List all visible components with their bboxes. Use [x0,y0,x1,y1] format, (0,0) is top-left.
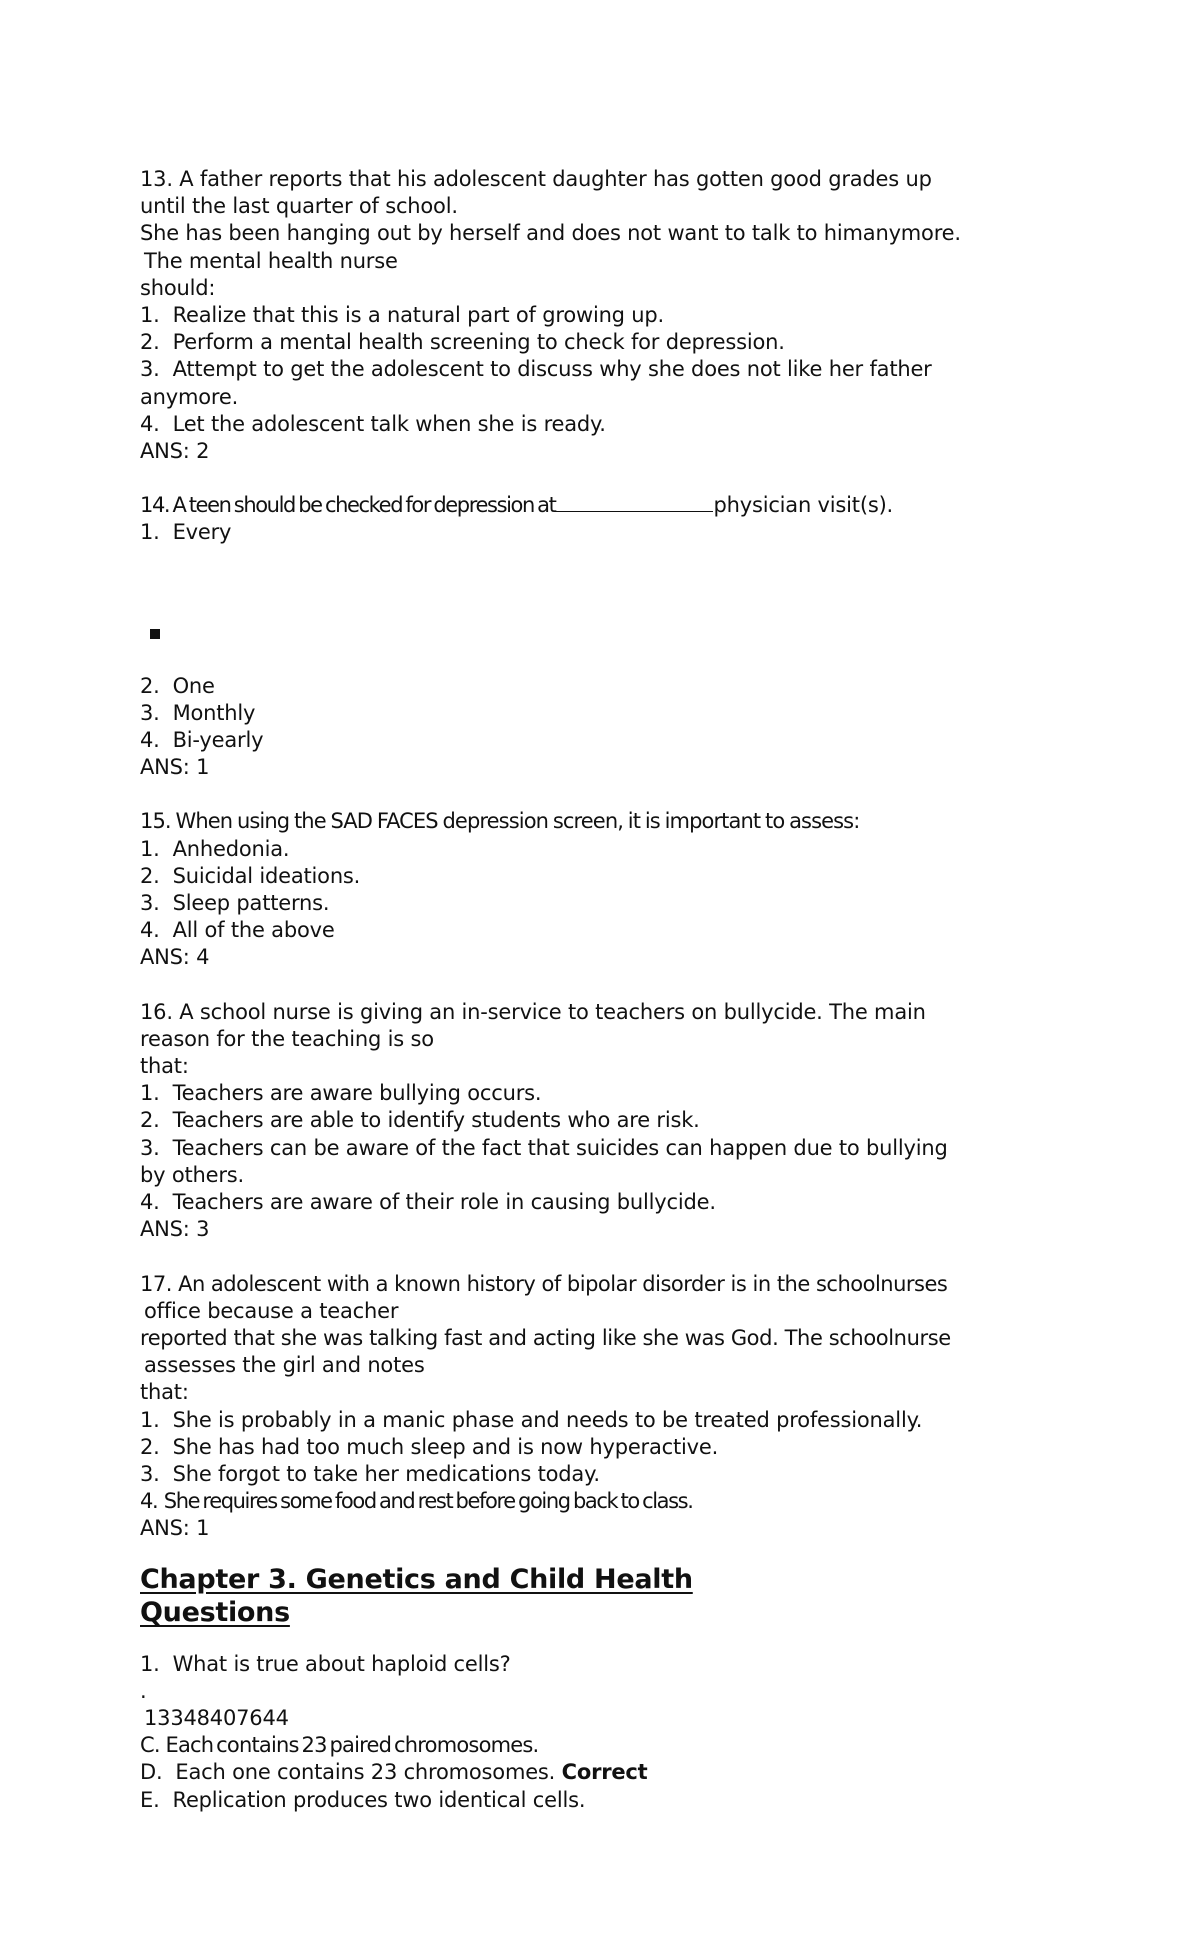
answer-option: 2. Teachers are able to identify students who are risk. [140,1108,700,1133]
question-stem: reported that she was talking fast and acting like she was God. The schoolnurse [140,1325,951,1350]
answer-key: ANS: 4 [140,945,210,970]
answer-key: ANS: 1 [140,755,210,780]
document-page [140,166,1070,1814]
option-text: D. Each one contains 23 chromosomes. [140,1760,556,1785]
fill-in-blank [555,493,713,512]
question-stem: She has been hanging out by herself and does not want to talk to himanymore. [140,221,961,246]
question-13 [140,166,1070,465]
bullet-square-icon [150,629,160,639]
question-stem: 16. A school nurse is giving an in-service to teachers on bullycide. The main [140,999,926,1024]
spacer [140,1629,1070,1651]
question-stem: should: [140,275,216,300]
answer-option: 3. Monthly [140,700,256,725]
stray-number: 13348407644 [144,1705,289,1730]
answer-option: 1. Teachers are aware bullying occurs. [140,1081,542,1106]
answer-option: 4. All of the above [140,918,335,943]
question-stem: 1. What is true about haploid cells? [140,1651,511,1676]
answer-option: 1. She is probably in a manic phase and needs to be treated professionally. [140,1407,923,1432]
spacer [140,781,1070,808]
answer-option: 4. Bi-yearly [140,728,264,753]
chapter-heading: Chapter 3. Genetics and Child Health [140,1563,693,1595]
answer-option [140,1759,1070,1786]
question-stem: assesses the girl and notes [144,1353,425,1378]
answer-option: 2. Suicidal ideations. [140,863,361,888]
answer-option: 3. Sleep patterns. [140,891,330,916]
answer-option: 2. Perform a mental health screening to check for depression. [140,330,785,355]
answer-option: 3. Teachers can be aware of the fact that suicides can happen due to bullying [140,1135,948,1160]
answer-option: anymore. [140,384,239,409]
spacer [140,1543,1070,1563]
question-17 [140,1271,1070,1543]
answer-key: ANS: 3 [140,1217,210,1242]
answer-option: 3. Attempt to get the adolescent to discuss why she does not like her father [140,357,932,382]
question-stem: that: [140,1054,189,1079]
question-stem [140,492,1070,519]
question-stem: reason for the teaching is so [140,1026,434,1051]
answer-option: E. Replication produces two identical cells. [140,1787,586,1812]
answer-option: 4. She requires some food and rest before going back to class. [140,1489,693,1514]
question-stem: 17. An adolescent with a known history of bipolar disorder is in the schoolnurses [140,1271,948,1296]
stem-before-blank: 14. A teen should be checked for depression at [140,493,556,518]
answer-key: ANS: 2 [140,439,210,464]
spacer [140,465,1070,492]
spacer [140,639,1070,673]
spacer [140,547,1070,629]
answer-option: C. Each contains 23 paired chromosomes. [140,1733,539,1758]
question-stem: The mental health nurse [144,248,398,273]
question-15 [140,808,1070,971]
question-16 [140,999,1070,1244]
answer-option: 1. Realize that this is a natural part of growing up. [140,303,665,328]
question-stem: office because a teacher [144,1298,399,1323]
question-14 [140,492,1070,781]
answer-key: ANS: 1 [140,1516,210,1541]
stray-dot: . [140,1678,147,1703]
answer-option: 3. She forgot to take her medications today. [140,1461,600,1486]
question-stem: until the last quarter of school. [140,194,458,219]
answer-option: by others. [140,1162,244,1187]
spacer [140,1244,1070,1271]
chapter-section [140,1563,1070,1814]
answer-option: 2. One [140,673,215,698]
answer-option: 4. Let the adolescent talk when she is ready. [140,411,606,436]
chapter-heading: Questions [140,1596,290,1628]
correct-label: Correct [561,1760,648,1785]
question-stem: that: [140,1380,189,1405]
stem-after-blank: physician visit(s). [713,493,894,518]
answer-option: 4. Teachers are aware of their role in causing bullycide. [140,1190,716,1215]
answer-option: 1. Every [140,520,232,545]
question-stem: 13. A father reports that his adolescent daughter has gotten good grades up [140,167,932,191]
answer-option: 2. She has had too much sleep and is now hyperactive. [140,1434,719,1459]
question-stem: 15. When using the SAD FACES depression screen, it is important to assess: [140,809,860,834]
spacer [140,972,1070,999]
answer-option: 1. Anhedonia. [140,836,290,861]
